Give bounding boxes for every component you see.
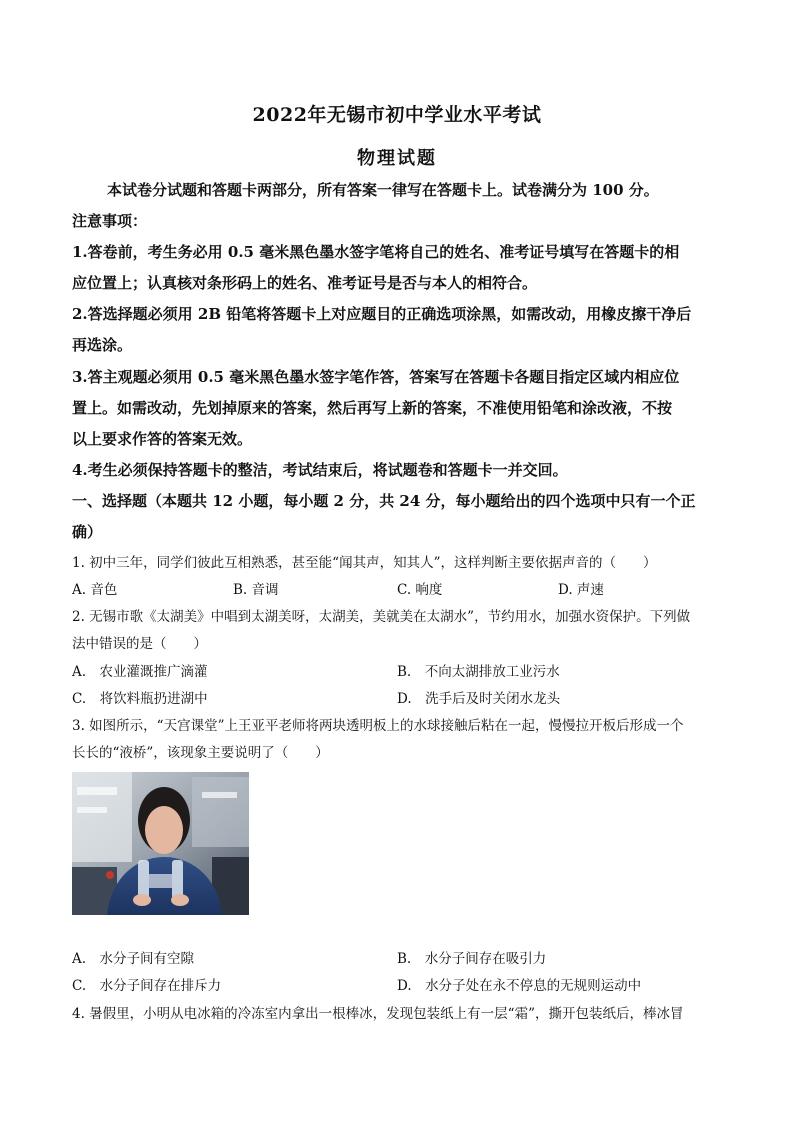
notice-heading: 注意事项：: [72, 212, 148, 230]
q2-option-c: C. 将饮料瓶扔进湖中: [72, 691, 208, 707]
notice-line: 再选涂。: [72, 336, 133, 354]
q3-option-b: B. 水分子间存在吸引力: [397, 951, 547, 967]
q1-option-a: A. 音色: [72, 582, 118, 598]
section-heading: 一、选择题（本题共 12 小题，每小题 2 分，共 24 分，每小题给出的四个选项中只有一个正: [72, 492, 696, 510]
notice-line: 4.考生必须保持答题卡的整洁，考试结束后，将试题卷和答题卡一并交回。: [72, 461, 568, 479]
exam-title: 2022年无锡市初中学业水平考试: [252, 104, 542, 126]
notice-line: 以上要求作答的答案无效。: [72, 430, 253, 448]
q3-option-d: D. 水分子处在永不停息的无规则运动中: [397, 978, 642, 994]
q3-option-c: C. 水分子间存在排斥力: [72, 978, 222, 994]
q1-option-d: D. 声速: [558, 582, 604, 598]
question-4-stem: 4. 暑假里，小明从电冰箱的冷冻室内拿出一根棒冰，发现包装纸上有一层“霜”，撕开包装纸后，棒冰冒: [72, 1006, 684, 1022]
notice-line: 应位置上；认真核对条形码上的姓名、准考证号是否与本人的相符合。: [72, 274, 538, 292]
question-1-stem: 1. 初中三年，同学们彼此互相熟悉，甚至能“闻其声，知其人”，这样判断主要依据声音的（ ）: [72, 555, 657, 571]
notice-line: 置上。如需改动，先划掉原来的答案，然后再写上新的答案，不准使用铅笔和涂改液，不按: [72, 399, 673, 417]
q2-option-b: B. 不向太湖排放工业污水: [397, 664, 560, 680]
q3-option-a: A. 水分子间有空隙: [72, 951, 195, 967]
question-2-stem-cont: 法中错误的是（ ）: [72, 636, 207, 652]
q1-option-b: B. 音调: [233, 582, 279, 598]
tiangong-classroom-photo: [72, 772, 249, 915]
question-3-stem-cont: 长长的“液桥”，该现象主要说明了（ ）: [72, 745, 329, 761]
intro-text: 本试卷分试题和答题卡两部分，所有答案一律写在答题卡上。试卷满分为 100 分。: [107, 181, 659, 199]
question-3-stem: 3. 如图所示，“天宫课堂”上王亚平老师将两块透明板上的水球接触后粘在一起，慢慢拉开板后形成一个: [72, 718, 684, 734]
notice-line: 3.答主观题必须用 0.5 毫米黑色墨水签字笔作答，答案写在答题卡各题目指定区域内相应位: [72, 368, 680, 386]
q2-option-a: A. 农业灌溉推广滴灌: [72, 664, 208, 680]
q2-option-d: D. 洗手后及时关闭水龙头: [397, 691, 561, 707]
question-2-stem: 2. 无锡市歌《太湖美》中唱到太湖美呀，太湖美，美就美在太湖水”，节约用水，加强水资保护。下列做: [72, 609, 691, 625]
q1-option-c: C. 响度: [397, 582, 443, 598]
exam-subtitle: 物理试题: [357, 148, 437, 169]
notice-line: 2.答选择题必须用 2B 铅笔将答题卡上对应题目的正确选项涂黑，如需改动，用橡皮擦干净后: [72, 305, 692, 323]
notice-line: 1.答卷前，考生务必用 0.5 毫米黑色墨水签字笔将自己的姓名、准考证号填写在答题卡的相: [72, 243, 680, 261]
section-heading-cont: 确）: [72, 523, 103, 541]
